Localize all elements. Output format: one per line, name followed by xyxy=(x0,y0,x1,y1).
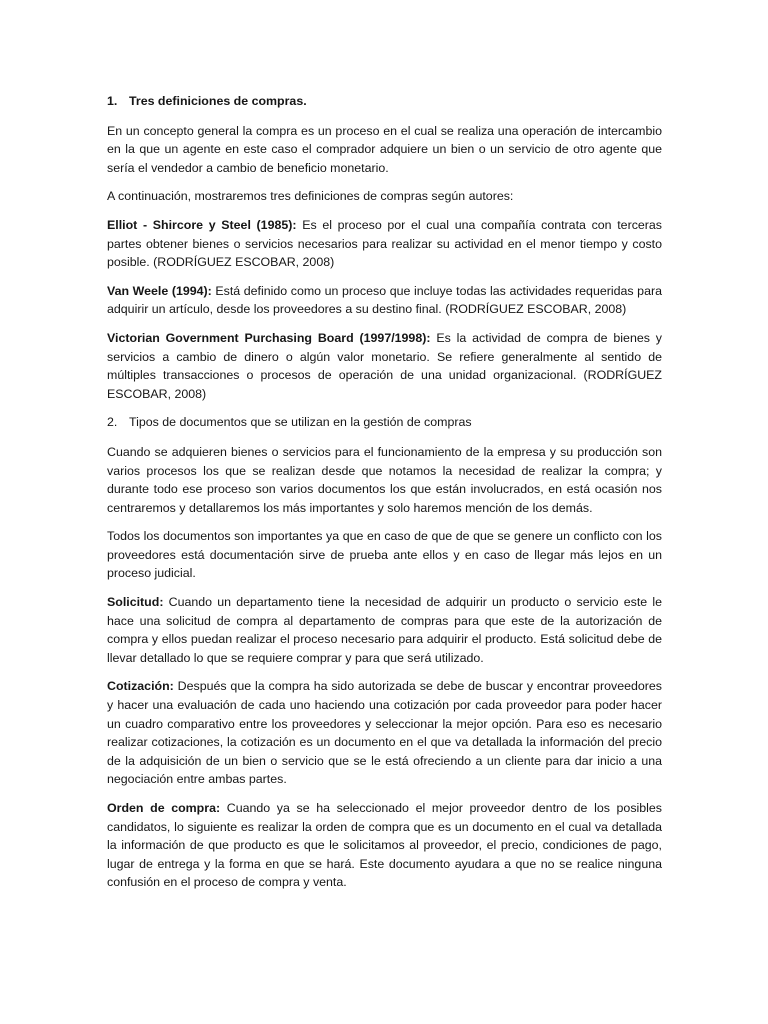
document-text: Cuando ya se ha seleccionado el mejor proveedor dentro de los posibles candidatos, lo siguiente es realizar la orden de compra que es un documento en el cual va detallada la información de que producto es que le solicitamos al proveedor, el precio, condiciones de pago, lugar de entrega y la forma en que se hará. Este documento ayudara a que no se realice ninguna confusión en el proceso de compra y venta. xyxy=(107,801,663,890)
definition-text: Está definido como un proceso que incluye todas las actividades requeridas para adquirir un artículo, desde los proveedores a su destino final. (RODRÍGUEZ ESCOBAR, 2008) xyxy=(107,283,662,317)
section-1-lead: A continuación, mostraremos tres definiciones de compras según autores: xyxy=(107,189,514,204)
definition-text: Es el proceso por el cual una compañía contrata con terceras partes obtener bienes o servicios necesarios para realizar su actividad en el menor tiempo y costo posible. (RODRÍGUEZ ESCOBAR, 2008) xyxy=(107,217,662,270)
definition-elliot xyxy=(107,216,662,272)
section-2-paragraph-1: Cuando se adquieren bienes o servicios para el funcionamiento de la empresa y su producción son varios procesos los que se realizan desde que notamos la necesidad de realizar la compra; y durante todo ese proceso son varios documentos los que están involucrados, en está ocasión nos centraremos y detallaremos los más importantes y solo haremos mención de los demás. xyxy=(107,444,662,515)
definition-term: Elliot - Shircore y Steel (1985): xyxy=(107,217,297,232)
document-solicitud xyxy=(107,593,662,667)
section-2-title: Tipos de documentos que se utilizan en la gestión de compras xyxy=(129,415,472,430)
section-2-paragraph-2: Todos los documentos son importantes ya que en caso de que de que se genere un conflicto con los proveedores está documentación sirve de prueba ante ellos y en caso de llegar más lejos en un proceso judicial. xyxy=(107,529,662,581)
document-cotizacion xyxy=(107,677,662,789)
definition-text: Es la actividad de compra de bienes y servicios a cambio de dinero o algún valor monetario. Se refiere generalmente al sentido de múltiples transacciones o procesos de operación de una unidad organizacional. (RODRÍGUEZ ESCOBAR, 2008) xyxy=(107,330,662,401)
document-text: Cuando un departamento tiene la necesidad de adquirir un producto o servicio este le hace una solicitud de compra al departamento de compras para que este de la autorización de compra y ellos puedan realizar el proceso necesario para adquirir el producto. Está solicitud debe de llevar detallado lo que se requiere comprar y para que será utilizado. xyxy=(107,595,662,665)
section-2-heading xyxy=(107,413,662,432)
section-2-number: 2. xyxy=(107,415,118,430)
document-text: Después que la compra ha sido autorizada se debe de buscar y encontrar proveedores y hacer una evaluación de cada uno haciendo una cotización por cada proveedor para poder hacer un cuadro comparativo entre los proveedores y seleccionar la mejor opción. Para eso es necesario realizar cotizaciones, la cotización es un documento en el que va detallada la información del precio de la adquisición de un bien o servicio que se le está ofreciendo a un cliente para dar inicio a una negociación entre ambas partes. xyxy=(107,679,662,787)
document-orden-de-compra xyxy=(107,799,662,892)
document-term: Solicitud: xyxy=(107,595,164,610)
document-term: Orden de compra: xyxy=(107,801,221,815)
definition-term: Victorian Government Purchasing Board (1997/1998): xyxy=(107,330,431,345)
section-1-number: 1. xyxy=(107,94,118,108)
definition-victorian-board xyxy=(107,329,662,403)
definition-van-weele xyxy=(107,282,662,319)
section-1-heading xyxy=(107,92,662,111)
section-1-intro: En un concepto general la compra es un proceso en el cual se realiza una operación de intercambio en la que un agente en este caso el comprador adquiere un bien o un servicio de otro agente que sería el vendedor a cambio de beneficio monetario. xyxy=(107,123,662,175)
definition-term: Van Weele (1994): xyxy=(107,283,212,298)
section-1-title: Tres definiciones de compras. xyxy=(129,94,307,108)
document-term: Cotización: xyxy=(107,679,174,694)
